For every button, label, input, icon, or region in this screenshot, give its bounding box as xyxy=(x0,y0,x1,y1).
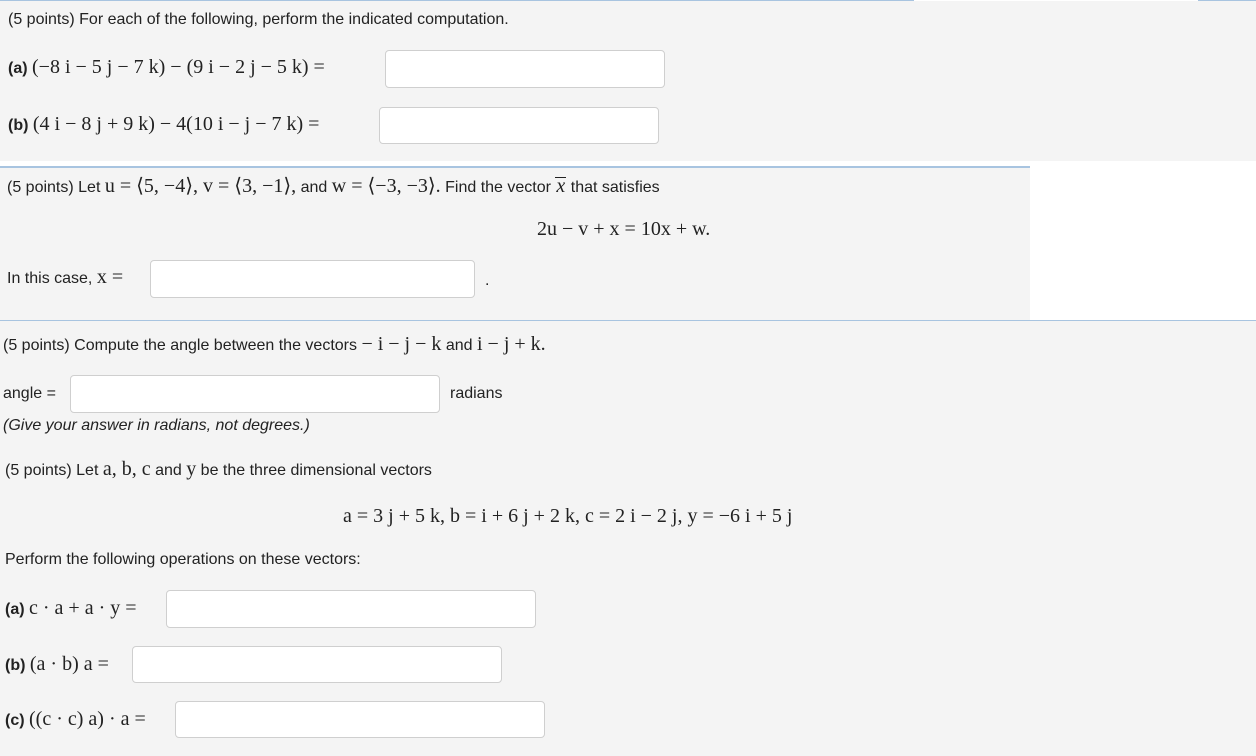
problem-3-intro: (5 points) Compute the angle between the vectors − i − j − k and i − j + k. xyxy=(3,333,546,355)
problem-4a-row: (a) c · a + a · y = xyxy=(5,597,137,619)
problem-4b-row: (b) (a · b) a = xyxy=(5,653,109,675)
problem-2-equation: 2u − v + x = 10x + w. xyxy=(537,218,711,240)
problem-4-intro: (5 points) Let a, b, c and y be the three dimensional vectors xyxy=(5,458,432,480)
problem-1b-row xyxy=(8,114,319,136)
problem-1b-expression: (4 i − 8 j + 9 k) − 4(10 i − j − 7 k) = xyxy=(32,113,320,135)
problem-4-instructions: Perform the following operations on these vectors: xyxy=(5,551,361,568)
answer-1a-input[interactable] xyxy=(385,50,665,88)
angle-units: radians xyxy=(450,385,503,402)
part-label: (b) xyxy=(8,117,29,134)
vector-definitions: a = 3 j + 5 k, b = i + 6 j + 2 k, c = 2 i − 2 j, y = −6 i + 5 j xyxy=(343,505,793,527)
problem-1-intro: (5 points) For each of the following, perform the indicated computation. xyxy=(8,11,509,28)
answer-4a-input[interactable] xyxy=(166,590,536,628)
angle-note: (Give your answer in radians, not degrees.) xyxy=(3,417,310,434)
problem-2-intro: (5 points) Let u = ⟨5, −4⟩, v = ⟨3, −1⟩, and w = ⟨−3, −3⟩. Find the vector x that satisfies xyxy=(7,175,660,197)
period: . xyxy=(485,272,490,289)
problem-1a-row xyxy=(8,57,325,79)
answer-2-input[interactable] xyxy=(150,260,475,298)
problem-4c-row: (c) ((c · c) a) · a = xyxy=(5,708,146,730)
answer-4b-input[interactable] xyxy=(132,646,502,683)
angle-label: angle = xyxy=(3,385,56,402)
problem-1a-expression: (−8 i − 5 j − 7 k) − (9 i − 2 j − 5 k) = xyxy=(32,56,325,78)
answer-4c-input[interactable] xyxy=(175,701,545,738)
angle-input[interactable] xyxy=(70,375,440,413)
vector-definitions: u = ⟨5, −4⟩, v = ⟨3, −1⟩, xyxy=(104,175,297,197)
answer-1b-input[interactable] xyxy=(379,107,659,144)
problem-2-answer-row: In this case, x = xyxy=(7,266,124,288)
part-label: (a) xyxy=(8,60,28,77)
